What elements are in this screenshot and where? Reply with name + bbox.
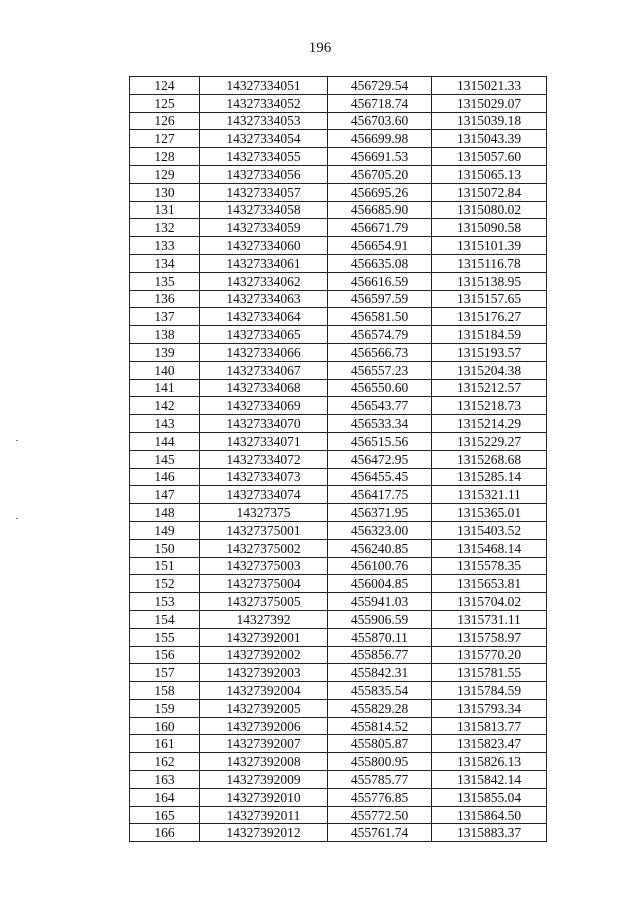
y-coordinate-cell: 1315021.33 [432, 77, 547, 95]
margin-mark [16, 518, 18, 519]
y-coordinate-cell: 1315184.59 [432, 326, 547, 344]
y-coordinate-cell: 1315653.81 [432, 575, 547, 593]
point-number-cell: 127 [130, 130, 200, 148]
point-number-cell: 131 [130, 201, 200, 219]
table-row [130, 148, 547, 166]
table-row [130, 183, 547, 201]
point-number-cell: 134 [130, 254, 200, 272]
table-row [130, 308, 547, 326]
table-row [130, 201, 547, 219]
point-id-cell: 14327392002 [200, 646, 328, 664]
point-id-cell: 14327392001 [200, 628, 328, 646]
x-coordinate-cell: 456685.90 [328, 201, 432, 219]
point-id-cell: 14327392010 [200, 788, 328, 806]
table-row [130, 432, 547, 450]
point-id-cell: 14327334074 [200, 486, 328, 504]
x-coordinate-cell: 456543.77 [328, 397, 432, 415]
point-id-cell: 14327375002 [200, 539, 328, 557]
y-coordinate-cell: 1315758.97 [432, 628, 547, 646]
point-id-cell: 14327334051 [200, 77, 328, 95]
x-coordinate-cell: 456718.74 [328, 94, 432, 112]
x-coordinate-cell: 455829.28 [328, 699, 432, 717]
x-coordinate-cell: 456240.85 [328, 539, 432, 557]
point-id-cell: 14327392004 [200, 682, 328, 700]
y-coordinate-cell: 1315883.37 [432, 824, 547, 842]
y-coordinate-cell: 1315365.01 [432, 504, 547, 522]
x-coordinate-cell: 455805.87 [328, 735, 432, 753]
point-id-cell: 14327334055 [200, 148, 328, 166]
point-id-cell: 14327392012 [200, 824, 328, 842]
table-row [130, 664, 547, 682]
table-row [130, 539, 547, 557]
point-number-cell: 148 [130, 504, 200, 522]
point-number-cell: 136 [130, 290, 200, 308]
point-number-cell: 155 [130, 628, 200, 646]
table-row [130, 130, 547, 148]
point-id-cell: 14327375001 [200, 521, 328, 539]
point-id-cell: 14327392 [200, 610, 328, 628]
point-id-cell: 14327334064 [200, 308, 328, 326]
point-id-cell: 14327375 [200, 504, 328, 522]
table-row [130, 824, 547, 842]
point-id-cell: 14327334057 [200, 183, 328, 201]
point-number-cell: 154 [130, 610, 200, 628]
point-number-cell: 151 [130, 557, 200, 575]
point-number-cell: 164 [130, 788, 200, 806]
point-number-cell: 145 [130, 450, 200, 468]
x-coordinate-cell: 456533.34 [328, 415, 432, 433]
margin-mark [16, 440, 18, 441]
x-coordinate-cell: 456550.60 [328, 379, 432, 397]
x-coordinate-cell: 456581.50 [328, 308, 432, 326]
point-id-cell: 14327375004 [200, 575, 328, 593]
y-coordinate-cell: 1315072.84 [432, 183, 547, 201]
x-coordinate-cell: 455842.31 [328, 664, 432, 682]
point-id-cell: 14327334067 [200, 361, 328, 379]
coordinates-table-body [130, 77, 547, 842]
table-row [130, 735, 547, 753]
point-id-cell: 14327392005 [200, 699, 328, 717]
y-coordinate-cell: 1315842.14 [432, 771, 547, 789]
y-coordinate-cell: 1315229.27 [432, 432, 547, 450]
table-row [130, 806, 547, 824]
point-id-cell: 14327334061 [200, 254, 328, 272]
x-coordinate-cell: 455835.54 [328, 682, 432, 700]
table-row [130, 504, 547, 522]
point-number-cell: 139 [130, 343, 200, 361]
y-coordinate-cell: 1315813.77 [432, 717, 547, 735]
x-coordinate-cell: 456323.00 [328, 521, 432, 539]
point-number-cell: 166 [130, 824, 200, 842]
x-coordinate-cell: 455941.03 [328, 593, 432, 611]
table-row [130, 254, 547, 272]
x-coordinate-cell: 456705.20 [328, 165, 432, 183]
y-coordinate-cell: 1315793.34 [432, 699, 547, 717]
table-row [130, 361, 547, 379]
x-coordinate-cell: 455870.11 [328, 628, 432, 646]
y-coordinate-cell: 1315214.29 [432, 415, 547, 433]
y-coordinate-cell: 1315204.38 [432, 361, 547, 379]
point-number-cell: 163 [130, 771, 200, 789]
y-coordinate-cell: 1315218.73 [432, 397, 547, 415]
point-id-cell: 14327392006 [200, 717, 328, 735]
x-coordinate-cell: 455906.59 [328, 610, 432, 628]
table-row [130, 379, 547, 397]
table-row [130, 610, 547, 628]
point-id-cell: 14327334073 [200, 468, 328, 486]
table-row [130, 326, 547, 344]
coordinates-table [129, 76, 547, 842]
point-id-cell: 14327334060 [200, 237, 328, 255]
y-coordinate-cell: 1315781.55 [432, 664, 547, 682]
y-coordinate-cell: 1315138.95 [432, 272, 547, 290]
y-coordinate-cell: 1315212.57 [432, 379, 547, 397]
table-row [130, 486, 547, 504]
point-number-cell: 125 [130, 94, 200, 112]
x-coordinate-cell: 456691.53 [328, 148, 432, 166]
y-coordinate-cell: 1315101.39 [432, 237, 547, 255]
table-row [130, 468, 547, 486]
point-id-cell: 14327392009 [200, 771, 328, 789]
y-coordinate-cell: 1315039.18 [432, 112, 547, 130]
point-number-cell: 140 [130, 361, 200, 379]
x-coordinate-cell: 456635.08 [328, 254, 432, 272]
x-coordinate-cell: 455785.77 [328, 771, 432, 789]
point-number-cell: 157 [130, 664, 200, 682]
x-coordinate-cell: 456371.95 [328, 504, 432, 522]
x-coordinate-cell: 455761.74 [328, 824, 432, 842]
y-coordinate-cell: 1315770.20 [432, 646, 547, 664]
point-number-cell: 160 [130, 717, 200, 735]
x-coordinate-cell: 455800.95 [328, 753, 432, 771]
y-coordinate-cell: 1315193.57 [432, 343, 547, 361]
table-row [130, 628, 547, 646]
point-id-cell: 14327334069 [200, 397, 328, 415]
point-number-cell: 133 [130, 237, 200, 255]
point-id-cell: 14327334062 [200, 272, 328, 290]
point-number-cell: 158 [130, 682, 200, 700]
point-id-cell: 14327375005 [200, 593, 328, 611]
y-coordinate-cell: 1315065.13 [432, 165, 547, 183]
x-coordinate-cell: 456699.98 [328, 130, 432, 148]
point-id-cell: 14327392003 [200, 664, 328, 682]
point-number-cell: 153 [130, 593, 200, 611]
point-number-cell: 149 [130, 521, 200, 539]
table-row [130, 575, 547, 593]
point-number-cell: 162 [130, 753, 200, 771]
point-number-cell: 146 [130, 468, 200, 486]
point-number-cell: 135 [130, 272, 200, 290]
x-coordinate-cell: 456417.75 [328, 486, 432, 504]
x-coordinate-cell: 456574.79 [328, 326, 432, 344]
point-number-cell: 141 [130, 379, 200, 397]
table-row [130, 699, 547, 717]
point-id-cell: 14327334056 [200, 165, 328, 183]
y-coordinate-cell: 1315029.07 [432, 94, 547, 112]
table-row [130, 753, 547, 771]
y-coordinate-cell: 1315321.11 [432, 486, 547, 504]
point-number-cell: 143 [130, 415, 200, 433]
table-row [130, 450, 547, 468]
table-row [130, 165, 547, 183]
x-coordinate-cell: 456557.23 [328, 361, 432, 379]
point-id-cell: 14327334065 [200, 326, 328, 344]
y-coordinate-cell: 1315731.11 [432, 610, 547, 628]
x-coordinate-cell: 456671.79 [328, 219, 432, 237]
table-row [130, 219, 547, 237]
table-row [130, 272, 547, 290]
point-id-cell: 14327334052 [200, 94, 328, 112]
point-number-cell: 159 [130, 699, 200, 717]
y-coordinate-cell: 1315285.14 [432, 468, 547, 486]
x-coordinate-cell: 456616.59 [328, 272, 432, 290]
point-number-cell: 138 [130, 326, 200, 344]
x-coordinate-cell: 456472.95 [328, 450, 432, 468]
y-coordinate-cell: 1315784.59 [432, 682, 547, 700]
table-row [130, 646, 547, 664]
y-coordinate-cell: 1315403.52 [432, 521, 547, 539]
point-id-cell: 14327392007 [200, 735, 328, 753]
y-coordinate-cell: 1315864.50 [432, 806, 547, 824]
y-coordinate-cell: 1315043.39 [432, 130, 547, 148]
y-coordinate-cell: 1315268.68 [432, 450, 547, 468]
table-row [130, 771, 547, 789]
x-coordinate-cell: 455776.85 [328, 788, 432, 806]
page-number: 196 [308, 40, 332, 56]
point-number-cell: 144 [130, 432, 200, 450]
x-coordinate-cell: 456729.54 [328, 77, 432, 95]
table-row [130, 397, 547, 415]
point-id-cell: 14327334071 [200, 432, 328, 450]
point-id-cell: 14327392008 [200, 753, 328, 771]
point-number-cell: 161 [130, 735, 200, 753]
point-id-cell: 14327334072 [200, 450, 328, 468]
point-number-cell: 152 [130, 575, 200, 593]
y-coordinate-cell: 1315823.47 [432, 735, 547, 753]
table-row [130, 290, 547, 308]
point-number-cell: 165 [130, 806, 200, 824]
table-row [130, 682, 547, 700]
point-number-cell: 142 [130, 397, 200, 415]
point-number-cell: 126 [130, 112, 200, 130]
point-id-cell: 14327375003 [200, 557, 328, 575]
point-id-cell: 14327334054 [200, 130, 328, 148]
point-id-cell: 14327334059 [200, 219, 328, 237]
y-coordinate-cell: 1315080.02 [432, 201, 547, 219]
x-coordinate-cell: 456703.60 [328, 112, 432, 130]
table-row [130, 94, 547, 112]
x-coordinate-cell: 456004.85 [328, 575, 432, 593]
point-number-cell: 137 [130, 308, 200, 326]
table-row [130, 717, 547, 735]
point-number-cell: 132 [130, 219, 200, 237]
x-coordinate-cell: 456597.59 [328, 290, 432, 308]
table-row [130, 557, 547, 575]
point-number-cell: 156 [130, 646, 200, 664]
x-coordinate-cell: 456566.73 [328, 343, 432, 361]
table-row [130, 788, 547, 806]
table-row [130, 112, 547, 130]
x-coordinate-cell: 456100.76 [328, 557, 432, 575]
y-coordinate-cell: 1315826.13 [432, 753, 547, 771]
point-id-cell: 14327334066 [200, 343, 328, 361]
point-number-cell: 128 [130, 148, 200, 166]
x-coordinate-cell: 456515.56 [328, 432, 432, 450]
point-number-cell: 150 [130, 539, 200, 557]
point-id-cell: 14327334058 [200, 201, 328, 219]
table-row [130, 237, 547, 255]
table-row [130, 415, 547, 433]
point-number-cell: 129 [130, 165, 200, 183]
x-coordinate-cell: 455814.52 [328, 717, 432, 735]
y-coordinate-cell: 1315057.60 [432, 148, 547, 166]
point-id-cell: 14327334053 [200, 112, 328, 130]
x-coordinate-cell: 456695.26 [328, 183, 432, 201]
table-row [130, 593, 547, 611]
x-coordinate-cell: 456654.91 [328, 237, 432, 255]
y-coordinate-cell: 1315704.02 [432, 593, 547, 611]
table-row [130, 343, 547, 361]
table-row [130, 521, 547, 539]
x-coordinate-cell: 455772.50 [328, 806, 432, 824]
table-row [130, 77, 547, 95]
point-number-cell: 124 [130, 77, 200, 95]
x-coordinate-cell: 455856.77 [328, 646, 432, 664]
y-coordinate-cell: 1315578.35 [432, 557, 547, 575]
point-number-cell: 147 [130, 486, 200, 504]
point-id-cell: 14327334063 [200, 290, 328, 308]
point-id-cell: 14327334068 [200, 379, 328, 397]
y-coordinate-cell: 1315090.58 [432, 219, 547, 237]
y-coordinate-cell: 1315176.27 [432, 308, 547, 326]
y-coordinate-cell: 1315157.65 [432, 290, 547, 308]
y-coordinate-cell: 1315468.14 [432, 539, 547, 557]
point-number-cell: 130 [130, 183, 200, 201]
x-coordinate-cell: 456455.45 [328, 468, 432, 486]
point-id-cell: 14327392011 [200, 806, 328, 824]
point-id-cell: 14327334070 [200, 415, 328, 433]
y-coordinate-cell: 1315116.78 [432, 254, 547, 272]
y-coordinate-cell: 1315855.04 [432, 788, 547, 806]
